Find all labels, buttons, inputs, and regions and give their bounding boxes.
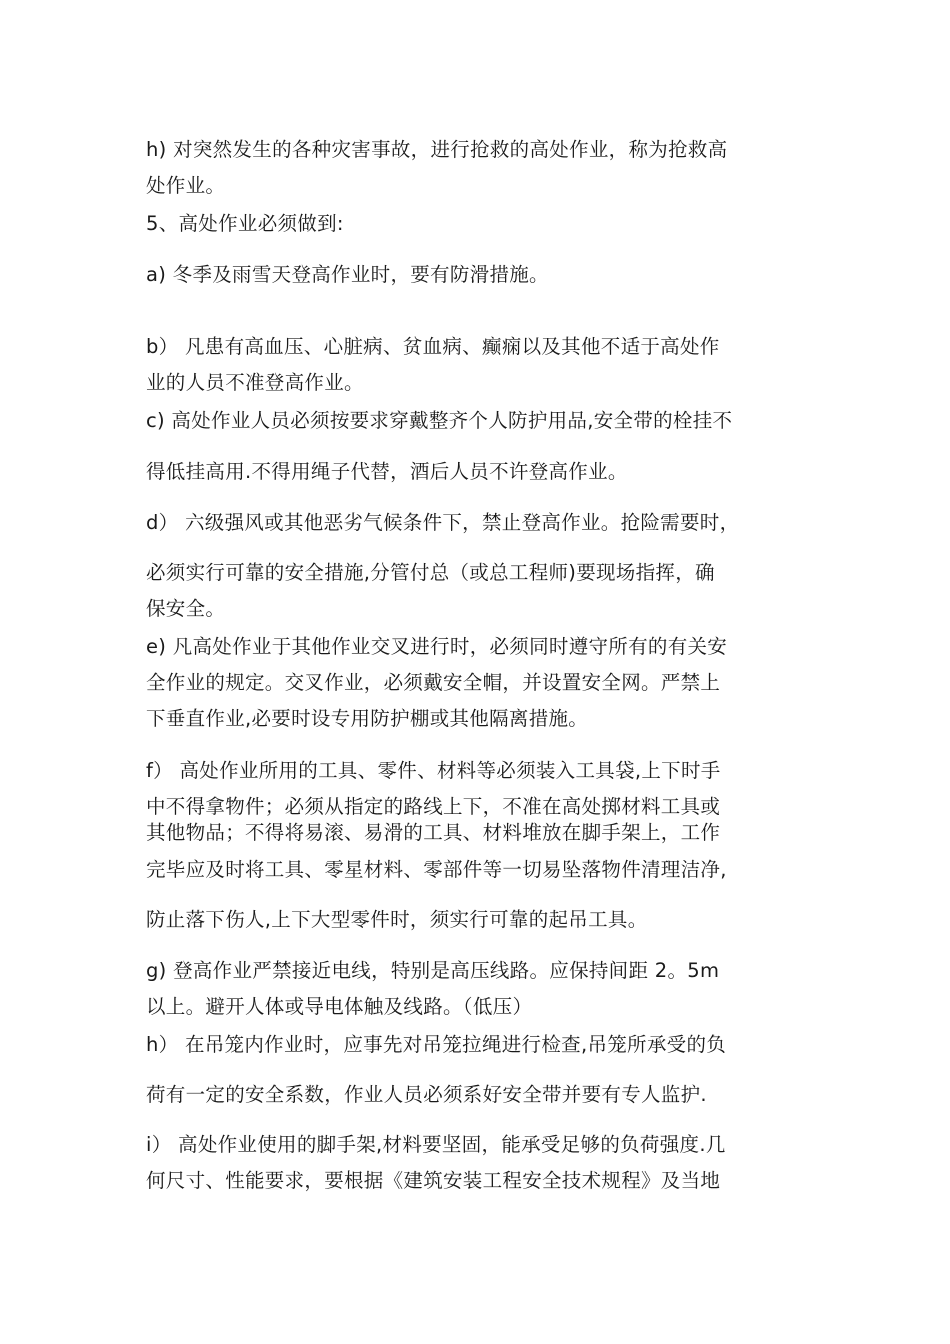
text-line: 下垂直作业,必要时设专用防护棚或其他隔离措施。	[146, 707, 589, 730]
text-line: 完毕应及时将工具、零星材料、零部件等一切易坠落物件清理洁净,	[146, 858, 727, 881]
text-line: 中不得拿物件；必须从指定的路线上下，不准在高处掷材料工具或	[146, 795, 721, 818]
text-line: 必须实行可靠的安全措施,分管付总（或总工程师)要现场指挥，确	[146, 561, 715, 584]
text-line: 防止落下伤人,上下大型零件时，须实行可靠的起吊工具。	[146, 908, 648, 931]
text-line: g) 登高作业严禁接近电线，特别是高压线路。应保持间距 2。5m	[146, 959, 720, 982]
text-line: h) 对突然发生的各种灾害事故，进行抢救的高处作业，称为抢救高	[146, 138, 728, 161]
text-line: 业的人员不准登高作业。	[146, 371, 364, 394]
text-line: 全作业的规定。交叉作业，必须戴安全帽，并设置安全网。严禁上	[146, 671, 721, 694]
text-line: 得低挂高用.不得用绳子代替，酒后人员不许登高作业。	[146, 460, 628, 483]
text-line: d） 六级强风或其他恶劣气候条件下，禁止登高作业。抢险需要时，	[146, 511, 740, 534]
text-line: 其他物品；不得将易滚、易滑的工具、材料堆放在脚手架上，工作	[146, 821, 721, 844]
text-line: 荷有一定的安全系数，作业人员必须系好安全带并要有专人监护.	[146, 1083, 707, 1106]
text-line: 5、高处作业必须做到:	[146, 212, 344, 235]
text-line: c) 高处作业人员必须按要求穿戴整齐个人防护用品,安全带的栓挂不	[146, 409, 733, 432]
text-line: h） 在吊笼内作业时，应事先对吊笼拉绳进行检查,吊笼所承受的负	[146, 1033, 727, 1056]
text-line: i） 高处作业使用的脚手架,材料要坚固，能承受足够的负荷强度.几	[146, 1133, 726, 1156]
text-line: e) 凡高处作业于其他作业交叉进行时，必须同时遵守所有的有关安	[146, 635, 728, 658]
text-line: 处作业。	[146, 174, 226, 197]
text-line: a) 冬季及雨雪天登高作业时，要有防滑措施。	[146, 263, 549, 286]
text-line: 以上。避开人体或导电体触及线路。（低压）	[146, 995, 533, 1018]
text-line: b） 凡患有高血压、心脏病、贫血病、癫痫以及其他不适于高处作	[146, 335, 720, 358]
text-line: f） 高处作业所用的工具、零件、材料等必须装入工具袋,上下时手	[146, 759, 721, 782]
text-line: 保安全。	[146, 597, 226, 620]
text-line: 何尺寸、性能要求，要根据《建筑安装工程安全技术规程》及当地	[146, 1169, 721, 1192]
